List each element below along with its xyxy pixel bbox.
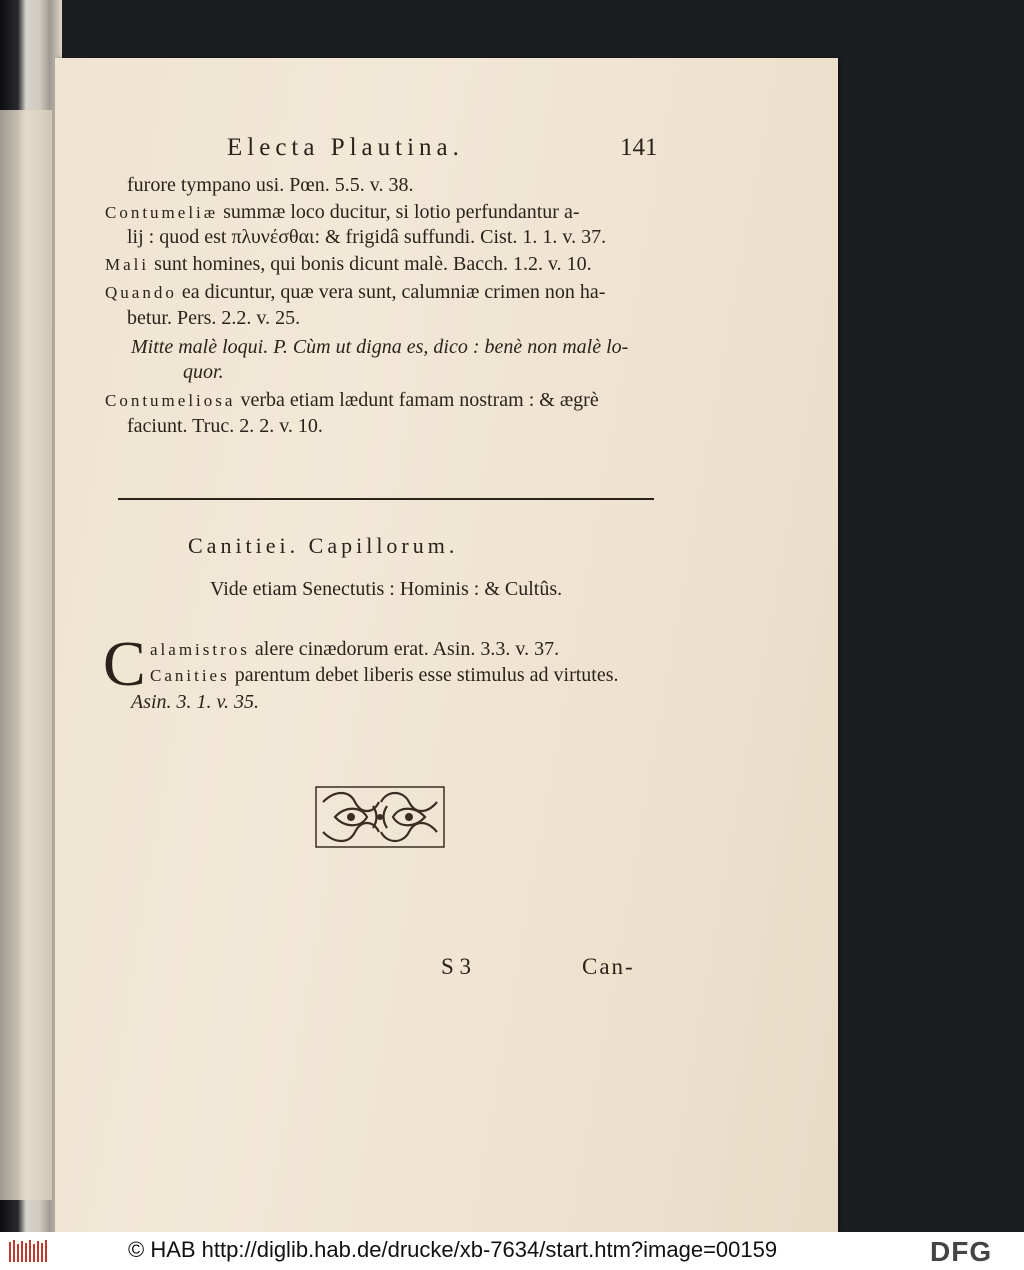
text-line xyxy=(105,389,599,412)
quote-line: Mitte malè loqui. P. Cùm ut digna es, dico : benè non malè lo- xyxy=(131,336,629,358)
entry-lead: Canities xyxy=(150,666,230,685)
entry-text: sunt homines, qui bonis dicunt malè. Bacch. 1.2. v. 10. xyxy=(149,253,592,275)
drop-cap: C xyxy=(103,628,146,699)
quote-line: quor. xyxy=(183,361,224,383)
text-line: lij : quod est πλυνέσθαι: & frigidâ suffundi. Cist. 1. 1. v. 37. xyxy=(127,226,607,248)
text-line: faciunt. Truc. 2. 2. v. 10. xyxy=(127,415,323,437)
text-line xyxy=(105,253,592,276)
dfg-logo: DFG xyxy=(930,1236,993,1267)
book-page xyxy=(55,58,838,1232)
entry-text: parentum debet liberis esse stimulus ad virtutes. xyxy=(229,664,619,686)
signature-mark: S 3 xyxy=(441,954,472,979)
entry-lead: Quando xyxy=(105,283,177,302)
entry-lead: alamistros xyxy=(150,640,250,659)
library-logo-icon xyxy=(8,1238,48,1264)
entry-lead: Contumeliosa xyxy=(105,391,236,410)
text-line: furore tympano usi. Pœn. 5.5. v. 38. xyxy=(127,174,414,196)
section-divider xyxy=(118,498,654,500)
section-title: Canitiei. Capillorum. xyxy=(188,533,459,558)
entry-text: alere cinædorum erat. Asin. 3.3. v. 37. xyxy=(249,638,560,660)
see-also-note: Vide etiam Senectutis : Hominis : & Cultûs. xyxy=(210,578,563,600)
text-line xyxy=(105,201,579,224)
copyright-url[interactable]: © HAB http://diglib.hab.de/drucke/xb-7634/start.htm?image=00159 xyxy=(128,1237,778,1262)
viewer-footer xyxy=(0,1232,1024,1270)
page-number: 141 xyxy=(620,134,658,161)
text-line xyxy=(105,281,605,304)
entry-lead: Contumeliæ xyxy=(105,203,219,222)
previous-page-shadow xyxy=(0,110,52,1200)
entry-text: summæ loco ducitur, si lotio perfundantur a- xyxy=(218,201,580,223)
running-head: Electa Plautina. xyxy=(227,134,464,161)
entry-lead: Mali xyxy=(105,255,150,274)
catchword: Can- xyxy=(582,954,635,979)
text-line xyxy=(150,664,619,687)
printer-ornament xyxy=(315,786,445,848)
text-line xyxy=(150,638,559,661)
entry-text: verba etiam lædunt famam nostram : & ægrè xyxy=(235,389,599,411)
entry-text: ea dicuntur, quæ vera sunt, calumniæ crimen non ha- xyxy=(176,281,606,303)
text-line: betur. Pers. 2.2. v. 25. xyxy=(127,307,301,329)
text-line: Asin. 3. 1. v. 35. xyxy=(131,691,259,713)
